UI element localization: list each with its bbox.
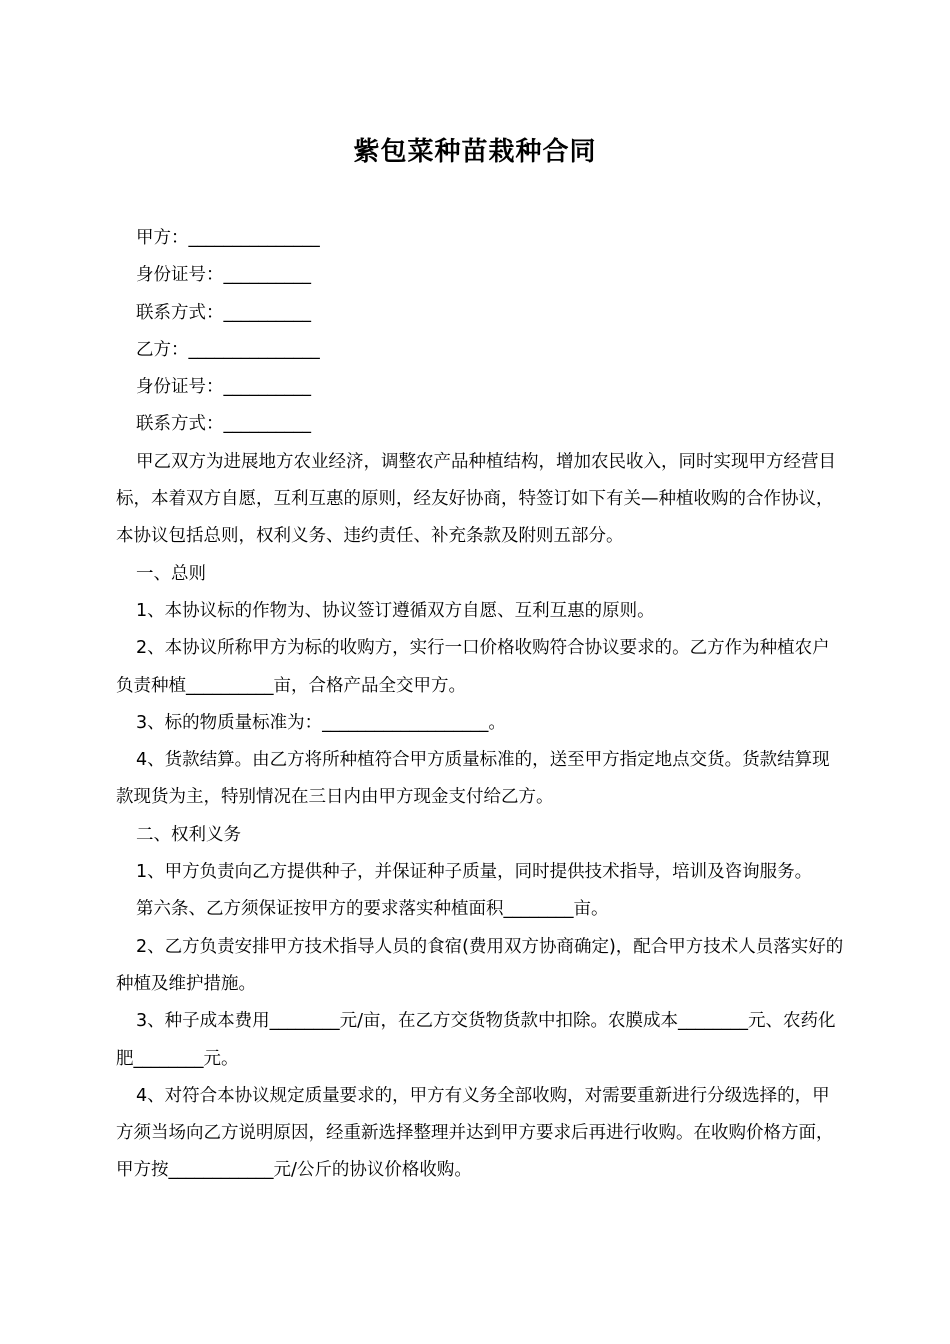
party-a-name-line: 甲方：_______________ xyxy=(136,228,320,248)
section-heading-general: 一、总则 xyxy=(136,563,206,584)
general-clause-3: 3、标的物质量标准为：___________________。 xyxy=(136,712,506,733)
general-clause-2: 2、本协议所称甲方为标的收购方，实行一口价格收购符合协议要求的。乙方作为种植农户负责种植__________亩，合格产品全交甲方。 xyxy=(116,638,830,696)
document-body xyxy=(116,220,846,1190)
general-clause-1: 1、本协议标的作物为、协议签订遵循双方自愿、互利互惠的原则。 xyxy=(136,600,655,621)
intro-paragraph: 甲乙双方为进展地方农业经济，调整农产品种植结构，增加农民收入，同时实现甲方经营目标，本着双方自愿，互利互惠的原则，经友好协商，特签订如下有关—种植收购的合作协议，本协议包括总则，权利义务、违约责任、补充条款及附则五部分。 xyxy=(116,451,836,547)
section-heading-rights: 二、权利义务 xyxy=(136,824,241,845)
party-a-id-line: 身份证号：__________ xyxy=(136,265,311,286)
rights-clause-article-6: 第六条、乙方须保证按甲方的要求落实种植面积________亩。 xyxy=(136,899,609,920)
general-clause-4: 4、货款结算。由乙方将所种植符合甲方质量标准的，送至甲方指定地点交货。货款结算现款现货为主，特别情况在三日内由甲方现金支付给乙方。 xyxy=(116,750,830,808)
party-b-contact-line: 联系方式：__________ xyxy=(136,414,311,435)
party-a-contact-line: 联系方式：__________ xyxy=(136,302,311,323)
rights-clause-1: 1、甲方负责向乙方提供种子，并保证种子质量，同时提供技术指导，培训及咨询服务。 xyxy=(136,862,813,883)
party-b-name-line: 乙方：_______________ xyxy=(136,339,320,360)
document-title: 紫包菜种苗栽种合同 xyxy=(353,137,597,167)
party-b-id-line: 身份证号：__________ xyxy=(136,377,311,398)
rights-clause-2: 2、乙方负责安排甲方技术指导人员的食宿(费用双方协商确定)，配合甲方技术人员落实好的种植及维护措施。 xyxy=(116,936,844,994)
rights-clause-3: 3、种子成本费用________元/亩，在乙方交货物货款中扣除。农膜成本________元、农药化肥________元。 xyxy=(116,1011,836,1069)
rights-clause-4: 4、对符合本协议规定质量要求的，甲方有义务全部收购，对需要重新进行分级选择的，甲方须当场向乙方说明原因，经重新选择整理并达到甲方要求后再进行收购。在收购价格方面，甲方按____________元/公斤的协议价格收购。 xyxy=(116,1085,834,1181)
